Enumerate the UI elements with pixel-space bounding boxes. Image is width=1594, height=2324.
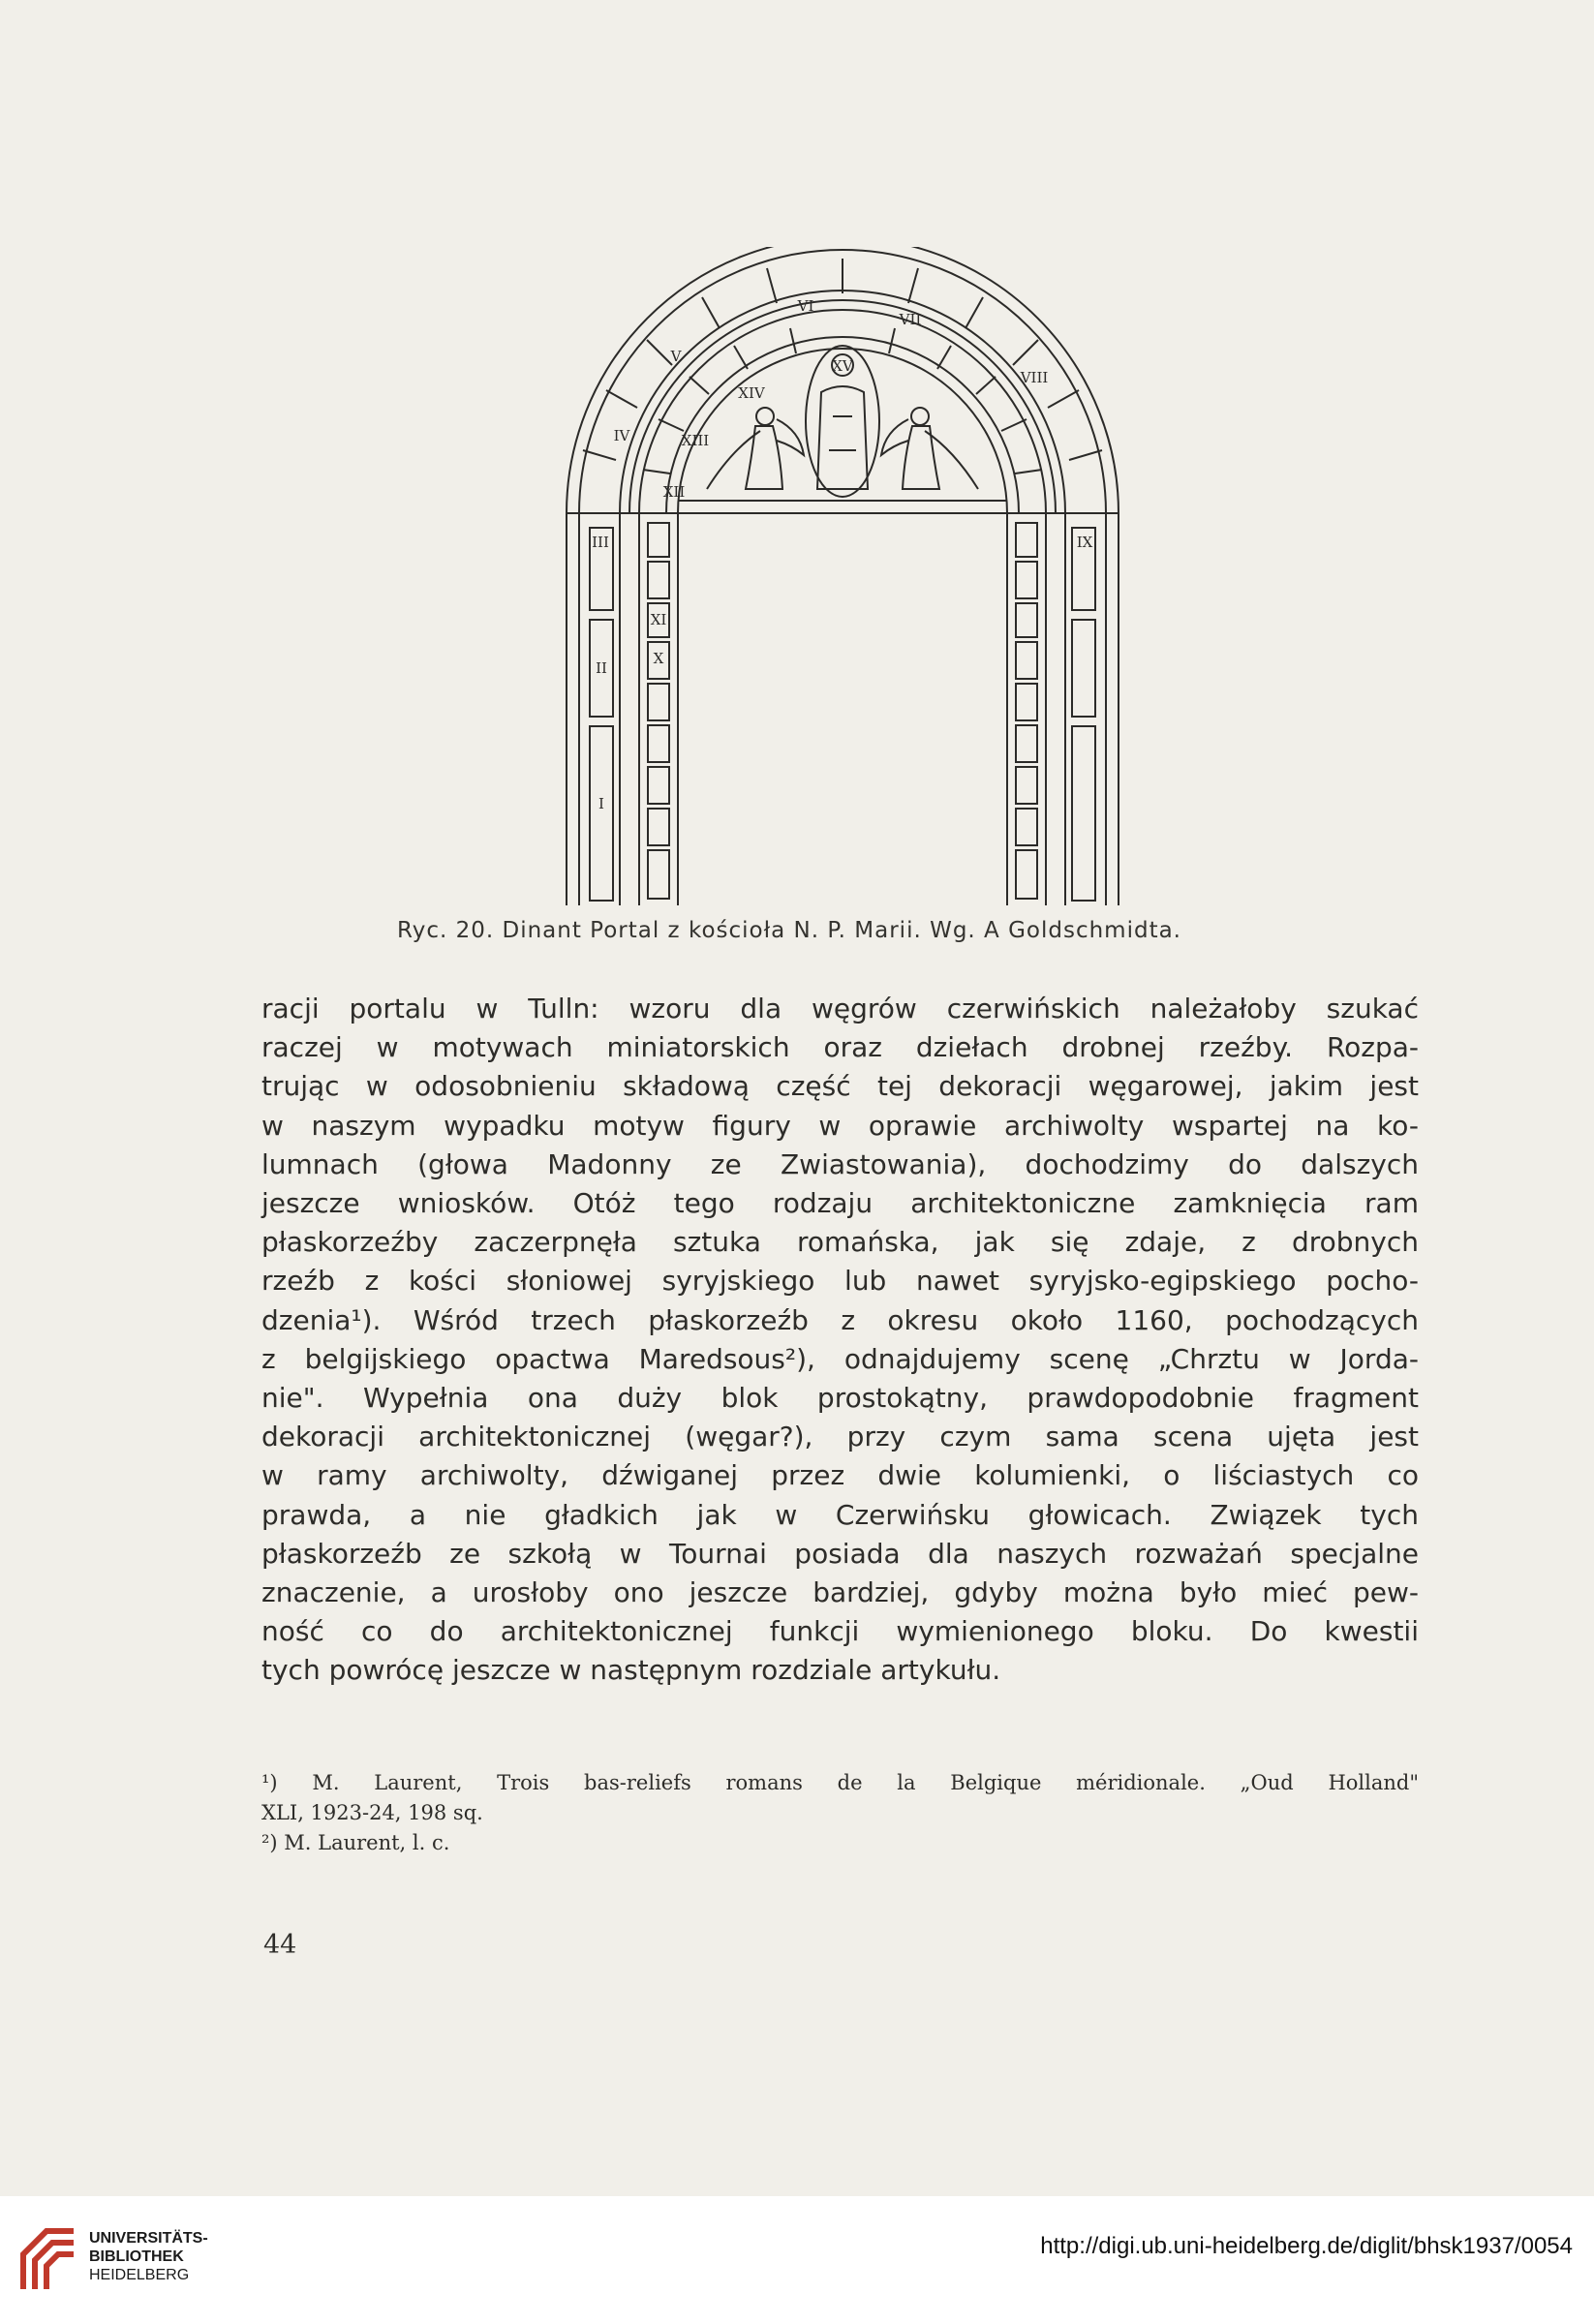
arch-band-5 [639, 310, 1046, 905]
body-line: prawda, a nie gładkich jak w Czerwińsku głowicach. Związek tych [261, 1498, 1419, 1531]
body-line: tych powrócę jeszcze w następnym rozdziale artykułu. [261, 1654, 1001, 1687]
source-url-link[interactable]: http://digi.ub.uni-heidelberg.de/diglit/bhsk1937/0054 [1040, 2233, 1573, 2259]
angel-right [881, 408, 978, 489]
numeral-label: XI [650, 611, 667, 628]
footnotes [261, 1768, 1419, 1858]
body-line: racji portalu w Tulln: wzoru dla węgrów czerwińskich należałoby szukać [261, 993, 1419, 1024]
body-line: dekoracji architektonicznej (węgar?), przy czym sama scena ujęta jest [261, 1421, 1419, 1453]
numeral-label: IV [613, 427, 630, 444]
library-line-3: HEIDELBERG [89, 2267, 190, 2283]
body-text [261, 990, 1419, 1691]
numeral-label: XV [832, 357, 853, 375]
page-number: 44 [263, 1930, 297, 1960]
body-line: w ramy archiwolty, dźwiganej przez dwie kolumienki, o liściastych co [261, 1459, 1419, 1492]
footer-bar [0, 2196, 1594, 2324]
body-line: trując w odosobnieniu składową część tej dekoracji węgarowej, jakim jest [261, 1070, 1419, 1103]
numeral-label: VI [797, 297, 814, 315]
library-logo-icon [17, 2225, 79, 2293]
footnote-2: ²) M. Laurent, l. c. [261, 1831, 450, 1854]
numeral-label: IX [1076, 534, 1093, 551]
body-line: z belgijskiego opactwa Maredsous²), odnajdujemy scenę „Chrztu w Jorda- [261, 1342, 1419, 1375]
numeral-label: I [598, 795, 604, 812]
body-line: dzenia¹). Wśród trzech płaskorzeźb z okresu około 1160, pochodzących [261, 1303, 1419, 1336]
numeral-label: II [596, 659, 607, 677]
numeral-label: III [592, 534, 609, 551]
footnote-1: ¹) M. Laurent, Trois bas-reliefs romans de la Belgique méridionale. „Oud Holland" [261, 1771, 1419, 1794]
footnote-1-cont: XLI, 1923-24, 198 sq. [261, 1801, 483, 1824]
body-line: raczej w motywach miniatorskich oraz dziełach drobnej rzeźby. Rozpa- [261, 1031, 1419, 1064]
numeral-label: VII [899, 311, 922, 328]
body-line: rzeźb z kości słoniowej syryjskiego lub nawet syryjsko-egipskiego pocho- [261, 1265, 1419, 1298]
body-line: płaskorzeźby zaczerpnęła sztuka romańska, jak się zdaje, z drobnych [261, 1226, 1419, 1259]
body-line: lumnach (głowa Madonny ze Zwiastowania), dochodzimy do dalszych [261, 1147, 1419, 1180]
numeral-label: XIII [681, 432, 710, 449]
body-line: znaczenie, a urosłoby ono jeszcze bardziej, gdyby można było mieć pew- [261, 1576, 1419, 1609]
portal-drawing [562, 247, 1123, 905]
numeral-label: XIV [738, 384, 765, 402]
library-line-1: UNIVERSITÄTS- [89, 2230, 208, 2247]
body-line: nie". Wypełnia ona duży blok prostokątny, prawdopodobnie fragment [261, 1382, 1419, 1415]
numeral-label: X [653, 650, 664, 667]
body-line: ność co do architektonicznej funkcji wymienionego bloku. Do kwestii [261, 1615, 1419, 1648]
numeral-label: VIII [1020, 369, 1049, 386]
portal-figure [562, 247, 1123, 905]
angel-left [707, 408, 804, 489]
body-line: płaskorzeźb ze szkołą w Tournai posiada dla naszych rozważań specjalne [261, 1537, 1419, 1570]
numeral-label: V [670, 348, 682, 365]
inner-arch [678, 349, 1007, 905]
arch-band-4 [629, 300, 1056, 513]
body-line: jeszcze wniosków. Otóż tego rodzaju architektoniczne zamknięcia ram [261, 1187, 1419, 1220]
numeral-label: XII [662, 483, 686, 501]
figure-caption: Ryc. 20. Dinant Portal z kościoła N. P. Marii. Wg. A Goldschmidta. [397, 918, 1181, 943]
library-line-2: BIBLIOTHEK [89, 2248, 184, 2265]
library-name [89, 2229, 208, 2284]
body-line: w naszym wypadku motyw figury w oprawie archiwolty wspartej na ko- [261, 1109, 1419, 1142]
